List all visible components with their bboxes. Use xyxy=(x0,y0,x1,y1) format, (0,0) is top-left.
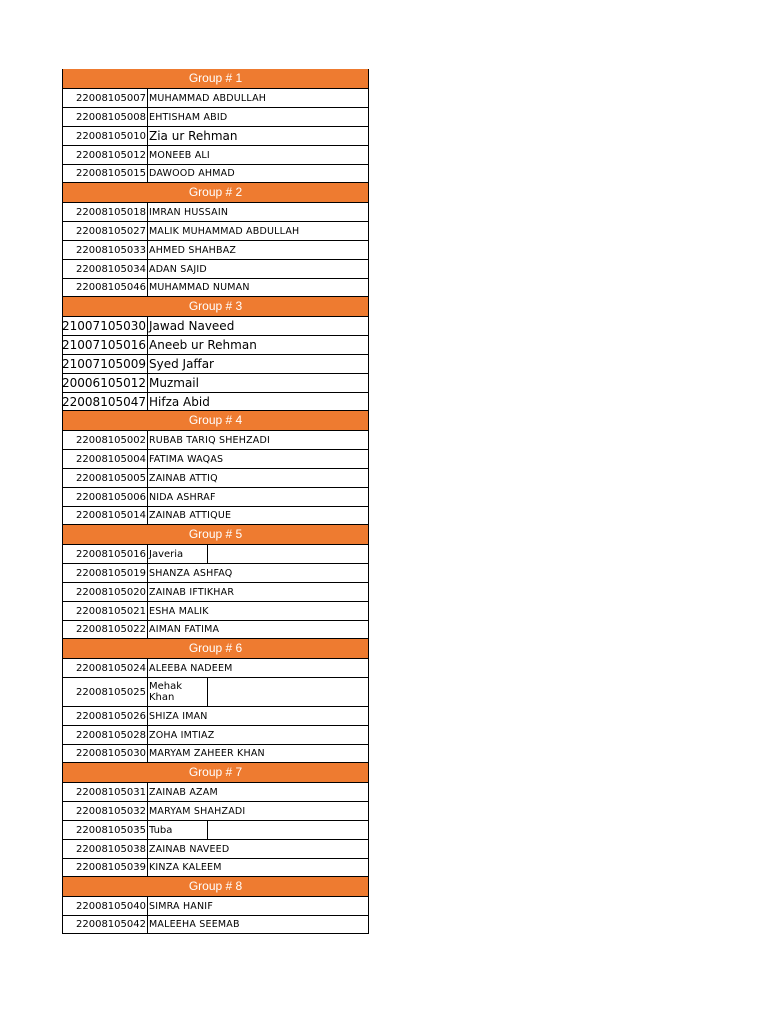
student-id: 22008105047 xyxy=(62,394,146,409)
table-row xyxy=(62,316,369,335)
student-name: DAWOOD AHMAD xyxy=(149,168,235,179)
table-row xyxy=(62,706,369,725)
student-id: 22008105025 xyxy=(63,678,148,706)
student-name: ADAN SAJID xyxy=(149,263,207,275)
student-id: 21007105030 xyxy=(62,319,146,333)
student-name: IMRAN HUSSAIN xyxy=(149,206,229,218)
table-row xyxy=(62,240,369,259)
table-row xyxy=(62,468,369,487)
table-row xyxy=(62,544,369,563)
student-name: MUHAMMAD ABDULLAH xyxy=(149,92,267,104)
student-id: 22008105031 xyxy=(63,783,148,801)
student-id: 22008105033 xyxy=(63,241,148,259)
student-name: MUHAMMAD NUMAN xyxy=(149,282,250,293)
student-name: NIDA ASHRAF xyxy=(149,491,216,503)
student-id: 22008105010 xyxy=(63,127,148,145)
student-name: Aneeb ur Rehman xyxy=(149,338,257,352)
table-row xyxy=(62,430,369,449)
student-id: 22008105038 xyxy=(63,840,148,858)
student-id: 22008105035 xyxy=(63,821,148,839)
student-name: ESHA MALIK xyxy=(149,605,209,617)
student-name: SHANZA ASHFAQ xyxy=(149,567,233,579)
student-name: Javeria xyxy=(148,545,208,563)
student-name: Muzmail xyxy=(149,376,199,390)
table-row xyxy=(62,354,369,373)
table-row xyxy=(62,278,369,297)
table-row xyxy=(62,126,369,145)
group-header: Group # 6 xyxy=(62,639,369,658)
group-header: Group # 1 xyxy=(62,69,369,88)
student-name: RUBAB TARIQ SHEHZADI xyxy=(149,434,271,446)
table-row xyxy=(62,620,369,639)
student-name: AIMAN FATIMA xyxy=(149,624,220,635)
student-id: 22008105022 xyxy=(63,621,148,638)
table-row xyxy=(62,506,369,525)
student-id: 22008105040 xyxy=(63,897,148,915)
student-name: Tuba xyxy=(148,821,208,839)
table-row xyxy=(62,658,369,677)
student-name: ZAINAB ATTIQUE xyxy=(149,510,232,521)
student-id: 20006105012 xyxy=(62,376,146,390)
student-id: 22008105026 xyxy=(63,707,148,725)
student-name: MONEEB ALI xyxy=(149,149,210,161)
student-id: 22008105028 xyxy=(63,726,148,744)
student-id: 22008105032 xyxy=(63,802,148,820)
student-id: 22008105019 xyxy=(63,564,148,582)
student-name: Jawad Naveed xyxy=(149,319,235,333)
group-header: Group # 4 xyxy=(62,411,369,430)
student-id: 21007105009 xyxy=(62,357,146,371)
student-name: MALEEHA SEEMAB xyxy=(149,919,240,930)
table-row xyxy=(62,221,369,240)
student-name: Syed Jaffar xyxy=(149,357,214,371)
group-header: Group # 2 xyxy=(62,183,369,202)
student-name: Mehak Khan xyxy=(148,678,208,706)
student-id: 22008105042 xyxy=(63,916,148,933)
table-row xyxy=(62,202,369,221)
student-id: 22008105014 xyxy=(63,507,148,524)
student-id: 22008105007 xyxy=(63,89,148,107)
student-name: FATIMA WAQAS xyxy=(149,453,224,465)
student-name: AHMED SHAHBAZ xyxy=(149,244,237,256)
table-row xyxy=(62,801,369,820)
group-header: Group # 8 xyxy=(62,877,369,896)
table-row xyxy=(62,858,369,877)
student-name: KINZA KALEEM xyxy=(149,862,222,873)
table-row xyxy=(62,896,369,915)
student-name: MARYAM ZAHEER KHAN xyxy=(149,748,265,759)
table-row xyxy=(62,582,369,601)
table-row xyxy=(62,335,369,354)
table-row xyxy=(62,487,369,506)
student-name: MALIK MUHAMMAD ABDULLAH xyxy=(149,225,300,237)
student-id: 22008105034 xyxy=(63,260,148,278)
student-id: 22008105005 xyxy=(63,469,148,487)
table-row xyxy=(62,725,369,744)
table-row xyxy=(62,782,369,801)
group-header: Group # 3 xyxy=(62,297,369,316)
student-id: 22008105008 xyxy=(63,108,148,126)
student-name: ALEEBA NADEEM xyxy=(149,662,233,674)
table-row xyxy=(62,563,369,582)
student-id: 22008105002 xyxy=(63,431,148,449)
table-row xyxy=(62,601,369,620)
student-id: 21007105016 xyxy=(62,338,146,352)
student-name: MARYAM SHAHZADI xyxy=(149,805,246,817)
table-row xyxy=(62,820,369,839)
table-row xyxy=(62,915,369,934)
table-row xyxy=(62,449,369,468)
student-id: 22008105030 xyxy=(63,745,148,762)
group-header: Group # 7 xyxy=(62,763,369,782)
student-name: ZAINAB IFTIKHAR xyxy=(149,586,235,598)
student-id: 22008105004 xyxy=(63,450,148,468)
empty-cell xyxy=(208,545,368,563)
student-id: 22008105024 xyxy=(63,659,148,677)
empty-cell xyxy=(208,678,368,706)
table-row xyxy=(62,744,369,763)
student-name: ZAINAB ATTIQ xyxy=(149,472,218,484)
student-name: SHIZA IMAN xyxy=(149,710,208,722)
table-row xyxy=(62,88,369,107)
student-id: 22008105021 xyxy=(63,602,148,620)
student-name: ZAINAB AZAM xyxy=(149,786,218,798)
empty-cell xyxy=(208,821,368,839)
group-header: Group # 5 xyxy=(62,525,369,544)
group-sheet xyxy=(62,69,369,934)
table-row xyxy=(62,373,369,392)
student-id: 22008105015 xyxy=(63,165,148,182)
student-name: ZAINAB NAVEED xyxy=(149,843,230,855)
table-row xyxy=(62,392,369,411)
table-row xyxy=(62,145,369,164)
student-id: 22008105039 xyxy=(63,859,148,876)
student-id: 22008105020 xyxy=(63,583,148,601)
table-row xyxy=(62,259,369,278)
table-row xyxy=(62,107,369,126)
student-id: 22008105046 xyxy=(63,279,148,296)
student-name: Hifza Abid xyxy=(149,394,210,409)
student-id: 22008105016 xyxy=(63,545,148,563)
student-id: 22008105012 xyxy=(63,146,148,164)
table-row xyxy=(62,677,369,706)
student-name: EHTISHAM ABID xyxy=(149,111,228,123)
student-id: 22008105027 xyxy=(63,222,148,240)
table-row xyxy=(62,164,369,183)
student-id: 22008105018 xyxy=(63,203,148,221)
student-id: 22008105006 xyxy=(63,488,148,506)
student-name: SIMRA HANIF xyxy=(149,900,213,912)
student-name: Zia ur Rehman xyxy=(149,129,238,143)
student-name: ZOHA IMTIAZ xyxy=(149,729,215,741)
table-row xyxy=(62,839,369,858)
